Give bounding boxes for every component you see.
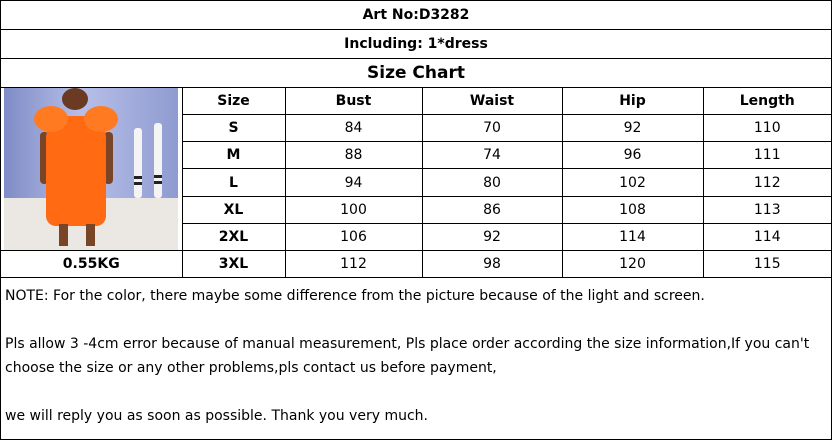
length-cell: 110 <box>703 115 831 142</box>
size-cell: M <box>182 142 285 169</box>
hip-cell: 102 <box>562 169 703 196</box>
hip-cell: 120 <box>562 251 703 278</box>
size-cell: 3XL <box>182 251 285 278</box>
waist-cell: 92 <box>422 223 562 250</box>
product-weight: 0.55KG <box>1 251 182 278</box>
size-table <box>1 88 831 278</box>
hip-cell: 92 <box>562 115 703 142</box>
length-cell: 115 <box>703 251 831 278</box>
waist-cell: 98 <box>422 251 562 278</box>
bust-cell: 100 <box>285 196 422 223</box>
size-chart-title: Size Chart <box>1 59 831 88</box>
waist-cell: 74 <box>422 142 562 169</box>
product-photo <box>4 88 178 250</box>
length-cell: 113 <box>703 196 831 223</box>
waist-cell: 86 <box>422 196 562 223</box>
size-cell: XL <box>182 196 285 223</box>
length-cell: 112 <box>703 169 831 196</box>
art-number: Art No:D3282 <box>1 1 831 30</box>
size-cell: S <box>182 115 285 142</box>
column-header-waist: Waist <box>422 88 562 115</box>
hip-cell: 108 <box>562 196 703 223</box>
bust-cell: 106 <box>285 223 422 250</box>
hip-cell: 96 <box>562 142 703 169</box>
column-header-hip: Hip <box>562 88 703 115</box>
notes-section <box>1 284 831 428</box>
column-header-bust: Bust <box>285 88 422 115</box>
size-cell: L <box>182 169 285 196</box>
note-color-disclaimer: NOTE: For the color, there maybe some difference from the picture because of the light and screen. <box>5 288 705 304</box>
length-cell: 114 <box>703 223 831 250</box>
waist-cell: 70 <box>422 115 562 142</box>
hip-cell: 114 <box>562 223 703 250</box>
column-header-length: Length <box>703 88 831 115</box>
length-cell: 111 <box>703 142 831 169</box>
column-header-size: Size <box>182 88 285 115</box>
table-row <box>1 251 831 278</box>
bust-cell: 88 <box>285 142 422 169</box>
bust-cell: 112 <box>285 251 422 278</box>
waist-cell: 80 <box>422 169 562 196</box>
bust-cell: 94 <box>285 169 422 196</box>
size-cell: 2XL <box>182 223 285 250</box>
including-line: Including: 1*dress <box>1 30 831 59</box>
size-table-header-row <box>1 88 831 115</box>
product-photo-cell <box>1 88 182 251</box>
note-reply: we will reply you as soon as possible. Thank you very much. <box>5 408 428 424</box>
bust-cell: 84 <box>285 115 422 142</box>
note-measurement-error: Pls allow 3 -4cm error because of manual measurement, Pls place order according the size information,If you can't choose the size or any other problems,pls contact us before payment, <box>5 336 810 376</box>
